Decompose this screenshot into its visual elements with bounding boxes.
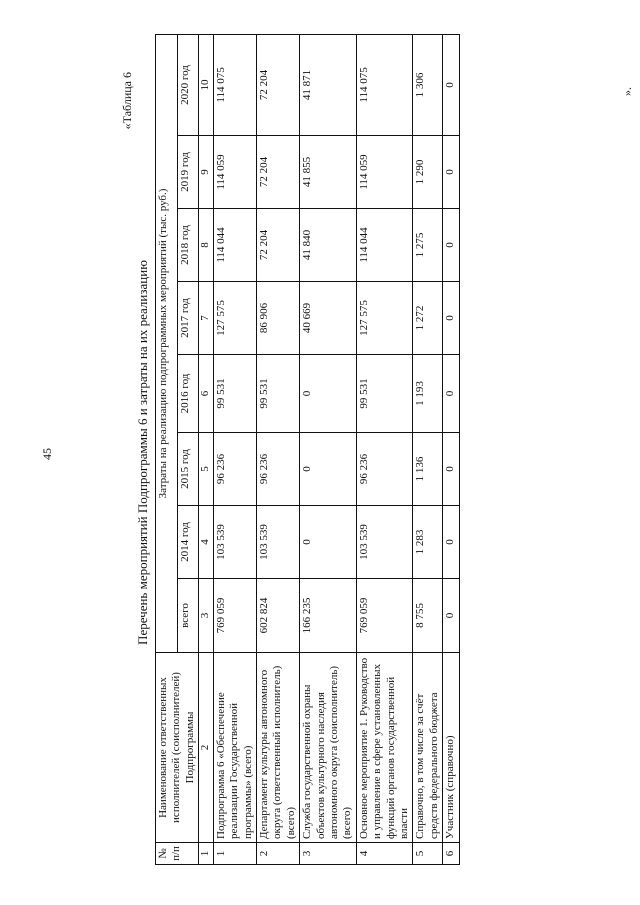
table-row [213, 34, 256, 864]
cell-2020: 114 075 [213, 34, 256, 135]
cell-2020: 1 306 [413, 34, 443, 135]
cell-2018: 114 044 [356, 209, 413, 282]
row-number: 4 [356, 843, 413, 865]
cell-2014: 1 283 [413, 506, 443, 579]
cell-2014: 103 539 [356, 506, 413, 579]
cell-2014: 0 [300, 506, 357, 579]
cell-2016: 99 531 [256, 355, 299, 433]
column-index: 1 [199, 843, 214, 865]
cell-2016: 1 193 [413, 355, 443, 433]
cell-2015: 0 [300, 433, 357, 506]
cell-2018: 1 275 [413, 209, 443, 282]
table-row [256, 34, 299, 864]
table-row [356, 34, 413, 864]
cell-2019: 1 290 [413, 136, 443, 209]
cell-2016: 0 [443, 355, 459, 433]
cell-2018: 41 840 [300, 209, 357, 282]
row-number: 6 [443, 843, 459, 865]
column-index-row [199, 34, 214, 864]
row-number: 5 [413, 843, 443, 865]
cell-2017: 0 [443, 282, 459, 355]
cell-2017: 1 272 [413, 282, 443, 355]
header-year-2019: 2019 год [177, 136, 199, 209]
cell-total: 602 824 [256, 579, 299, 653]
cell-2020: 0 [443, 34, 459, 135]
column-index: 9 [199, 136, 214, 209]
cell-2015: 0 [443, 433, 459, 506]
cell-2018: 114 044 [213, 209, 256, 282]
header-year-2018: 2018 год [177, 209, 199, 282]
cell-2018: 0 [443, 209, 459, 282]
cell-2019: 114 059 [213, 136, 256, 209]
cell-total: 0 [443, 579, 459, 653]
row-name: Справочно, в том числе за счёт средств федерального бюджета [413, 653, 443, 843]
column-index: 5 [199, 433, 214, 506]
cell-2019: 41 855 [300, 136, 357, 209]
header-year-2014: 2014 год [177, 506, 199, 579]
cell-2017: 86 906 [256, 282, 299, 355]
column-index: 4 [199, 506, 214, 579]
cell-2016: 99 531 [356, 355, 413, 433]
cell-2017: 127 575 [213, 282, 256, 355]
header-year-2020: 2020 год [177, 34, 199, 135]
column-index: 3 [199, 579, 214, 653]
header-year-2015: 2015 год [177, 433, 199, 506]
column-index: 2 [199, 653, 214, 843]
table-row [413, 34, 443, 864]
header-no: № п/п [156, 843, 199, 865]
row-number: 3 [300, 843, 357, 865]
header-costs: Затраты на реализацию подпрограммных мероприятий (тыс. руб.) [156, 34, 178, 652]
cell-2016: 0 [300, 355, 357, 433]
cell-total: 769 059 [356, 579, 413, 653]
row-name: Участник (справочно) [443, 653, 459, 843]
column-index: 10 [199, 34, 214, 135]
row-name: Служба государственной охраны объектов культурного наследия автономного округа (соисполнитель) (всего) [300, 653, 357, 843]
cell-2020: 72 204 [256, 34, 299, 135]
cell-2015: 96 236 [256, 433, 299, 506]
table-label: «Таблица 6 [120, 72, 134, 130]
header-year-2017: 2017 год [177, 282, 199, 355]
header-total: всего [177, 579, 199, 653]
row-name: Основное мероприятие 1. Руководство и управление в сфере установленных функций органов государственной власти [356, 653, 413, 843]
row-number: 2 [256, 843, 299, 865]
cell-2019: 0 [443, 136, 459, 209]
cell-2014: 103 539 [213, 506, 256, 579]
header-year-2016: 2016 год [177, 355, 199, 433]
column-index: 6 [199, 355, 214, 433]
header-name: Наименование ответственных исполнителей (соисполнителей) Подпрограммы [156, 653, 199, 843]
column-index: 8 [199, 209, 214, 282]
document-title: Перечень мероприятий Подпрограммы 6 и затраты на их реализацию [135, 260, 150, 645]
table-row [300, 34, 357, 864]
cell-2018: 72 204 [256, 209, 299, 282]
page-number: 45 [40, 448, 54, 460]
column-index: 7 [199, 282, 214, 355]
cell-2014: 103 539 [256, 506, 299, 579]
cell-2015: 1 136 [413, 433, 443, 506]
cell-2015: 96 236 [356, 433, 413, 506]
row-number: 1 [213, 843, 256, 865]
cell-total: 769 059 [213, 579, 256, 653]
cell-2019: 72 204 [256, 136, 299, 209]
cell-2019: 114 059 [356, 136, 413, 209]
costs-table [155, 34, 460, 865]
cell-total: 8 755 [413, 579, 443, 653]
row-name: Департамент культуры автономного округа (ответственный исполнитель) (всего) [256, 653, 299, 843]
cell-2015: 96 236 [213, 433, 256, 506]
cell-2020: 114 075 [356, 34, 413, 135]
cell-2017: 127 575 [356, 282, 413, 355]
table-row [443, 34, 459, 864]
cell-2020: 41 871 [300, 34, 357, 135]
cell-2017: 40 669 [300, 282, 357, 355]
closing-quote-mark: ». [620, 87, 634, 96]
row-name: Подпрограмма 6 «Обеспечение реализации Государственной программы» (всего) [213, 653, 256, 843]
cell-2016: 99 531 [213, 355, 256, 433]
cell-total: 166 235 [300, 579, 357, 653]
cell-2014: 0 [443, 506, 459, 579]
